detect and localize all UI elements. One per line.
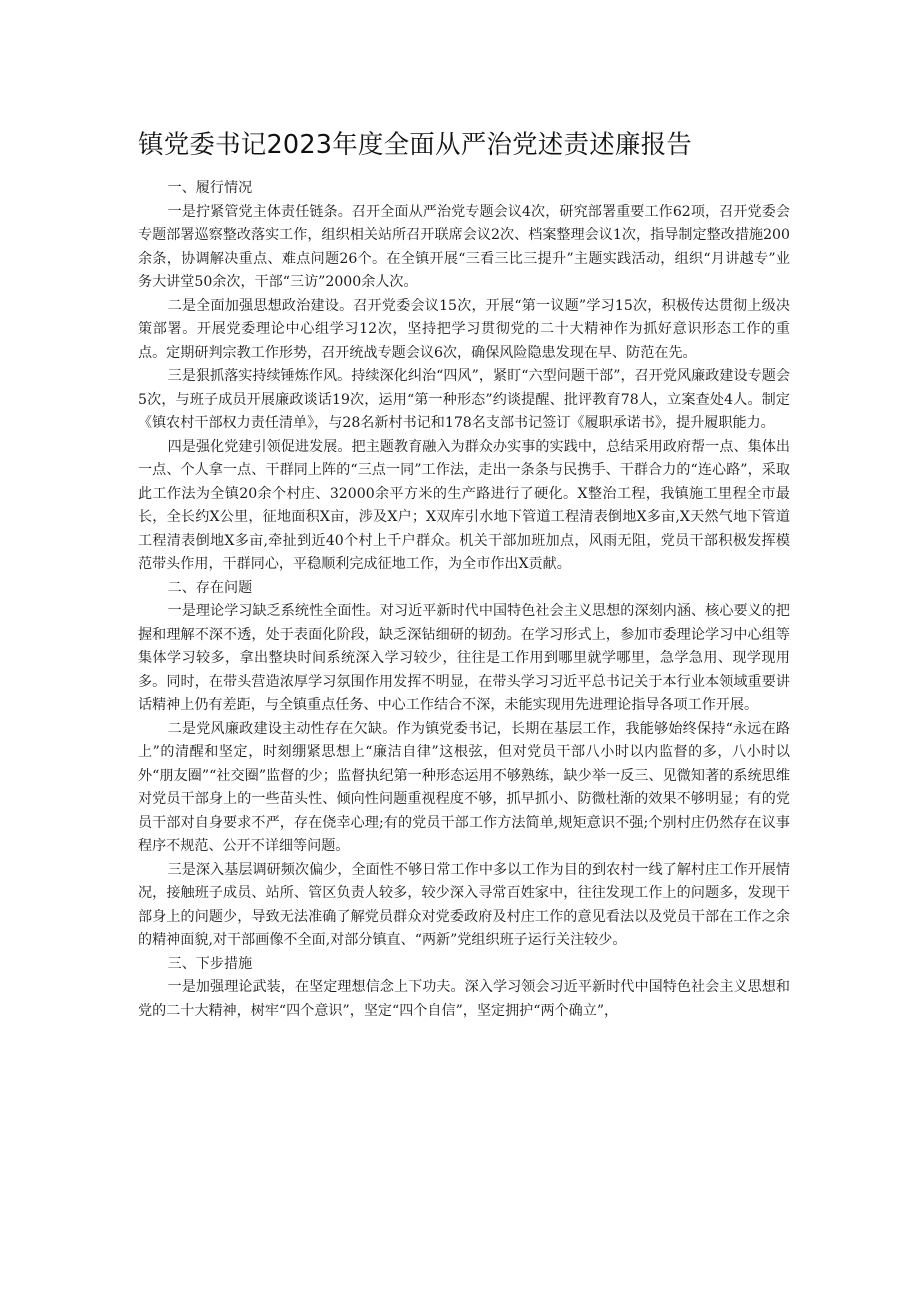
section-heading: 三、下步措施 [167,955,253,972]
paragraph: 三是深入基层调研频次偏少，全面性不够日常工作中多以工作为目的到农村一线了解村庄工作开展情况，接触班子成员、站所、管区负责人较多，较少深入寻常百姓家中，往往发现工作上的问题多，发现干部身上的问题少，导致无法准确了解党员群众对党委政府及村庄工作的意见看法以及党员干部在工作之余的精神面貌,对干部画像不全面,对部分镇直、“两新”党组织班子运行关注较少。 [138,861,790,948]
paragraph: 二是全面加强思想政治建设。召开党委会议15次，开展“第一议题”学习15次，积极传达贯彻上级决策部署。开展党委理论中心组学习12次，坚持把学习贯彻党的二十大精神作为抓好意识形态工作的重点。定期研判宗教工作形势，召开统战专题会议6次，确保风险隐患发现在早、防范在先。 [138,297,790,361]
paragraph: 一是拧紧管党主体责任链条。召开全面从严治党专题会议4次，研究部署重要工作62项，召开党委会专题部署巡察整改落实工作，组织相关站所召开联席会议2次、档案整理会议1次，指导制定整改措施200余条，协调解决重点、难点问题26个。在全镇开展“三看三比三提升”主题实践活动，组织“月讲越专”业务大讲堂50余次，干部“三访”2000余人次。 [138,203,790,290]
paragraph: 一是理论学习缺乏系统性全面性。对习近平新时代中国特色社会主义思想的深刻内涵、核心要义的把握和理解不深不透，处于表面化阶段，缺乏深钻细研的韧劲。在学习形式上，参加市委理论学习中心组等集体学习较多，拿出整块时间系统深入学习较少，往往是工作用到哪里就学哪里，急学急用、现学现用多。同时，在带头营造浓厚学习氛围作用发挥不明显，在带头学习习近平总书记关于本行业本领域重要讲话精神上仍有差距，与全镇重点任务、中心工作结合不深，未能实现用先进理论指导各项工作开展。 [138,603,790,713]
paragraph: 二是党风廉政建设主动性存在欠缺。作为镇党委书记，长期在基层工作，我能够始终保持“永远在路上”的清醒和坚定，时刻绷紧思想上“廉洁自律”这根弦，但对党员干部八小时以内监督的多，八小时以外“朋友圈”“社交圈”监督的少；监督执纪第一种形态运用不够熟练，缺少举一反三、见微知著的系统思维对党员干部身上的一些苗头性、倾向性问题重视程度不够，抓早抓小、防微杜渐的效果不够明显；有的党员干部对自身要求不严，存在侥幸心理;有的党员干部工作方法简单,规矩意识不强;个别村庄仍然存在议事程序不规范、公开不详细等问题。 [138,720,790,854]
paragraph: 四是强化党建引领促进发展。把主题教育融入为群众办实事的实践中，总结采用政府帮一点、集体出一点、个人拿一点、干群同上阵的“三点一同”工作法，走出一条条与民携手、干群合力的“连心路”，采取此工作法为全镇20余个村庄、32000余平方米的生产路进行了硬化。X整治工程，我镇施工里程全市最长，全长约X公里，征地面积X亩，涉及X户；X双库引水地下管道工程清表倒地X多亩,X天然气地下管道工程清表倒地X多亩,牵扯到近40个村上千户群众。机关干部加班加点，风雨无阻，党员干部积极发挥模范带头作用，干群同心，平稳顺利完成征地工作，为全市作出X贡献。 [138,438,790,572]
document-title: 镇党委书记2023年度全面从严治党述责述廉报告 [138,130,692,160]
section-heading: 一、履行情况 [167,180,253,196]
paragraph: 三是狠抓落实持续锤炼作风。持续深化纠治“四风”，紧盯“六型问题干部”，召开党风廉政建设专题会5次，与班子成员开展廉政谈话19次，运用“第一种形态”约谈提醒、批评教育78人，立案查处4人。制定《镇农村干部权力责任清单》，与28名新村书记和178名支部书记签订《履职承诺书》，提升履职能力。 [138,368,790,431]
paragraph: 一是加强理论武装，在坚定理想信念上下功夫。深入学习领会习近平新时代中国特色社会主义思想和党的二十大精神，树牢“四个意识”，坚定“四个自信”，坚定拥护“两个确立”， [138,979,790,1019]
document-body [138,177,790,1023]
section-heading: 二、存在问题 [167,579,253,596]
